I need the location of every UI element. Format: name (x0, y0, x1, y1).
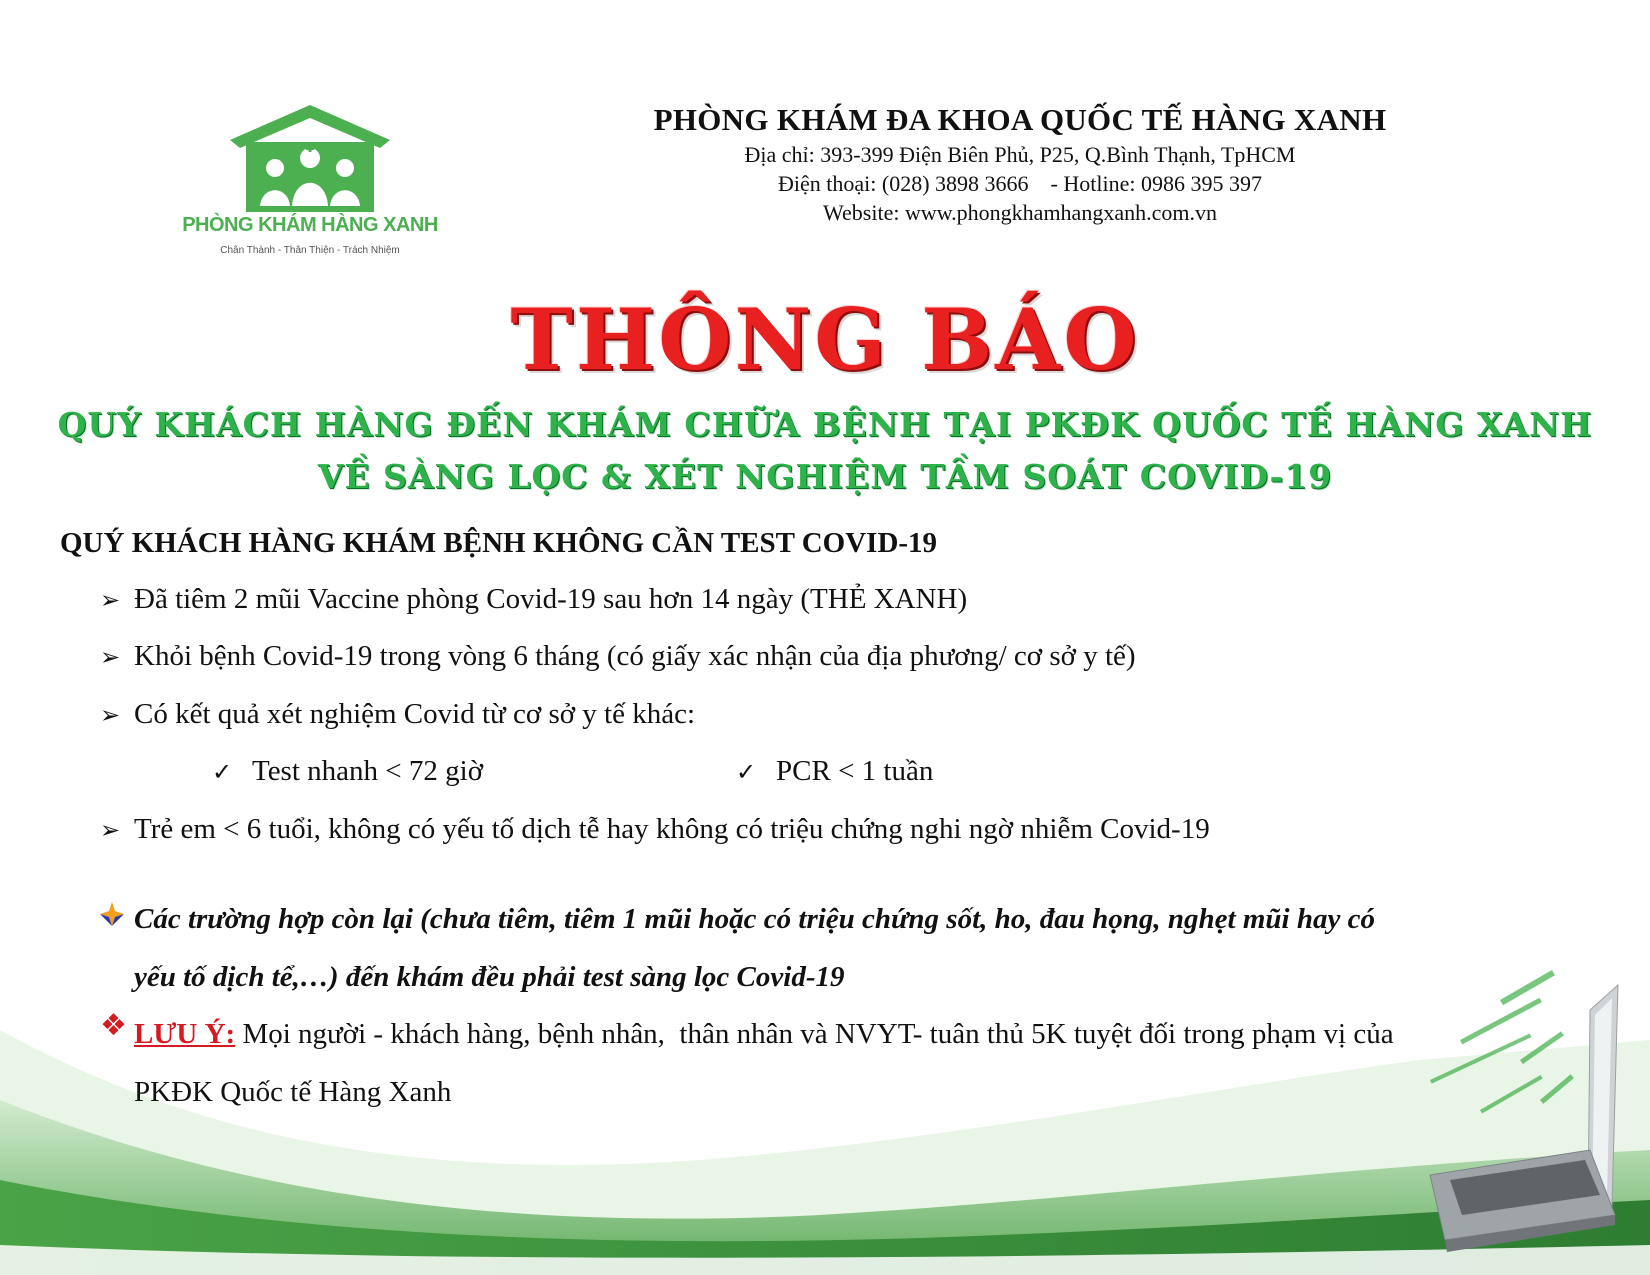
logo-slogan: Chân Thành - Thân Thiện - Trách Nhiệm (220, 245, 400, 256)
check-item: ✓ Test nhanh < 72 giờ (212, 755, 484, 787)
arrow-bullet-icon: ➢ (100, 816, 121, 844)
check-item: ✓ PCR < 1 tuần (736, 755, 934, 787)
notice-subtitle-line1: QUÝ KHÁCH HÀNG ĐẾN KHÁM CHỮA BỆNH TẠI PKĐK QUỐC TẾ HÀNG XANH (57, 405, 1593, 444)
four-point-star-icon (98, 900, 126, 928)
bullet-item: ➢ Trẻ em < 6 tuổi, không có yếu tố dịch tễ hay không có triệu chứng nghi ngờ nhiễm Covid-19 (100, 813, 1210, 845)
warning-label: LƯU Ý: (134, 1018, 236, 1050)
notice-title: THÔNG BÁO (510, 290, 1140, 389)
checkmark-icon: ✓ (212, 758, 233, 786)
bullet-item: ➢ Khỏi bệnh Covid-19 trong vòng 6 tháng (có giấy xác nhận của địa phương/ cơ sở y tế) (100, 640, 1136, 672)
bullet-item: ➢ Đã tiêm 2 mũi Vaccine phòng Covid-19 sau hơn 14 ngày (THẺ XANH) (100, 583, 968, 615)
notice-subtitle-line2: VỀ SÀNG LỌC & XÉT NGHIỆM TẦM SOÁT COVID-19 (317, 457, 1333, 496)
arrow-bullet-icon: ➢ (100, 701, 121, 729)
section-title: QUÝ KHÁCH HÀNG KHÁM BỆNH KHÔNG CẦN TEST COVID-19 (60, 527, 938, 559)
diamond-bullet-icon: ❖ (100, 1008, 127, 1043)
bullet-item: ➢ Có kết quả xét nghiệm Covid từ cơ sở y tế khác: (100, 698, 696, 730)
warning-paragraph: LƯU Ý: Mọi người - khách hàng, bệnh nhân, thân nhân và NVYT- tuân thủ 5K tuyệt đối trong phạm vị của PKĐK Quốc tế Hàng Xanh (134, 1018, 1394, 1108)
arrow-bullet-icon: ➢ (100, 586, 121, 614)
logo-name: PHÒNG KHÁM HÀNG XANH (182, 214, 438, 236)
clinic-phone: Điện thoại: (028) 3898 3666 - Hotline: 0986 395 397 (778, 171, 1262, 196)
clinic-website: Website: www.phongkhamhangxanh.com.vn (823, 200, 1217, 225)
clinic-name: PHÒNG KHÁM ĐA KHOA QUỐC TẾ HÀNG XANH (653, 102, 1387, 137)
checkmark-icon: ✓ (736, 758, 757, 786)
note-paragraph: Các trường hợp còn lại (chưa tiêm, tiêm 1 mũi hoặc có triệu chứng sốt, ho, đau họng, nghẹt mũi hay có yếu tố dịch tể,…) đến khám đều phải test sàng lọc Covid-19 (134, 903, 1375, 993)
clinic-address: Địa chỉ: 393-399 Điện Biên Phủ, P25, Q.Bình Thạnh, TpHCM (744, 142, 1296, 167)
arrow-bullet-icon: ➢ (100, 643, 121, 671)
clinic-header (590, 100, 1450, 227)
